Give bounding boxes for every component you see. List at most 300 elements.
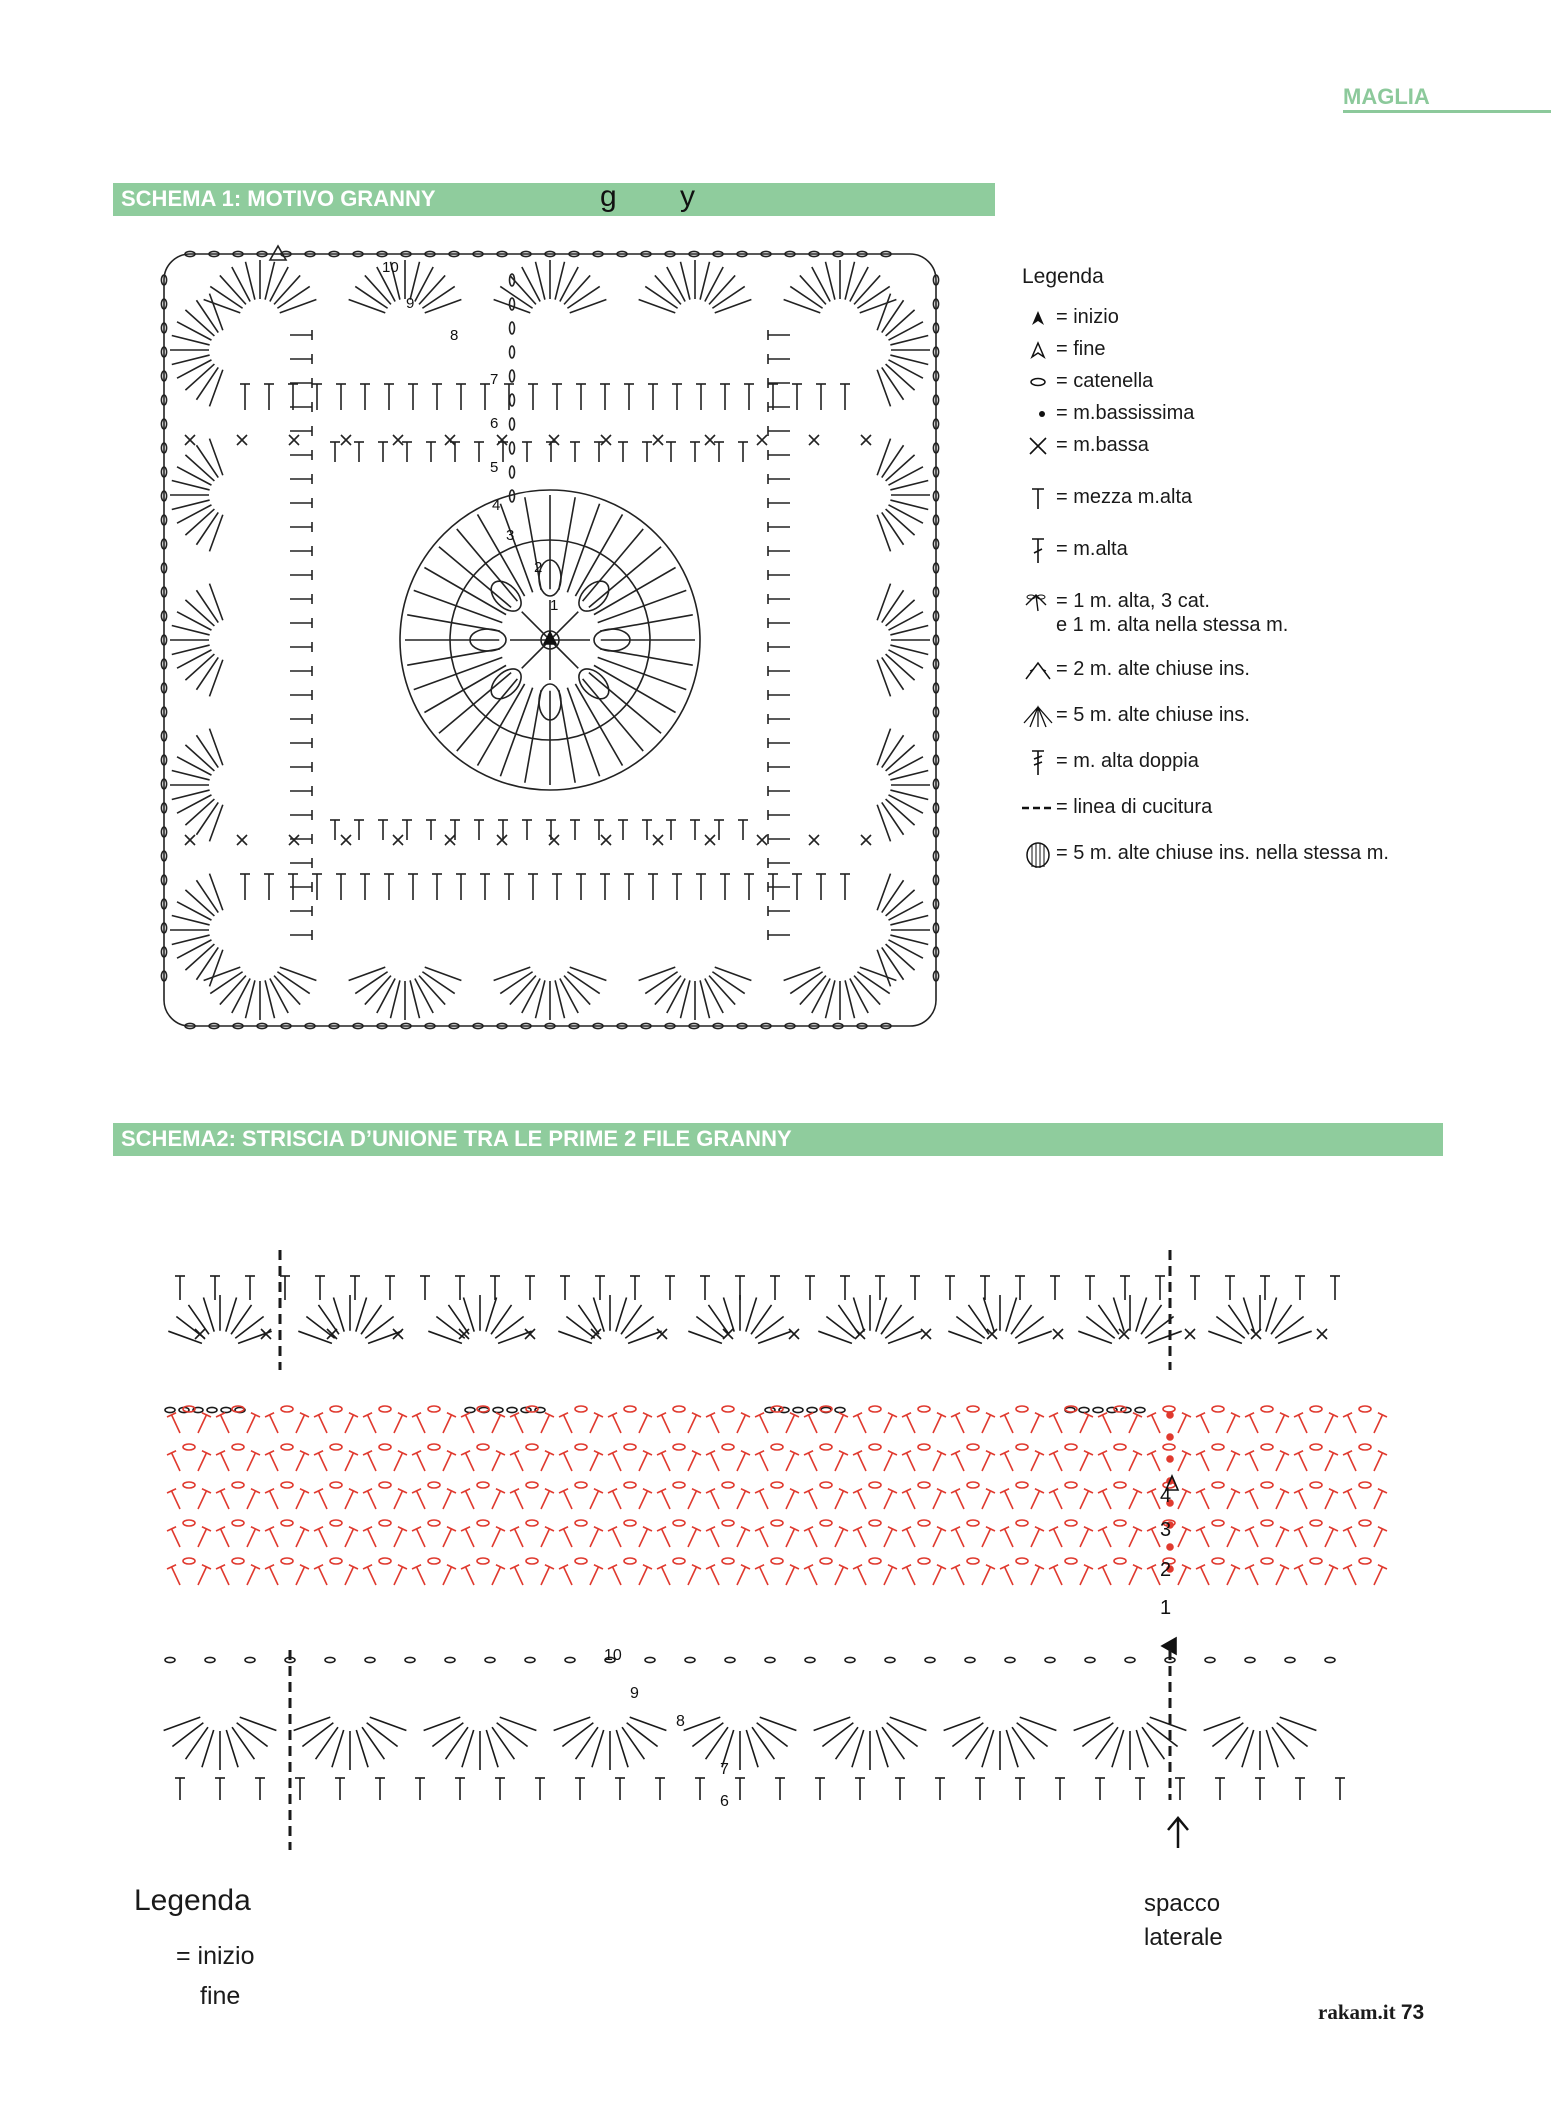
dc-stitch xyxy=(907,1567,915,1585)
sc-stitch xyxy=(525,1329,535,1339)
dc-stitch xyxy=(319,1529,327,1547)
fan-stitch xyxy=(209,584,222,621)
chain-stitch xyxy=(365,1657,375,1662)
fan-stitch xyxy=(424,568,506,615)
lower-round-number-10: 10 xyxy=(604,1647,622,1664)
legend-item-label: = linea di cucitura xyxy=(1056,796,1213,818)
fan-stitch xyxy=(486,1730,498,1767)
chain-stitch-red xyxy=(330,1558,342,1564)
chain-stitch-red xyxy=(281,1482,293,1488)
fan-stitch xyxy=(886,890,915,916)
chain-stitch-red xyxy=(918,1482,930,1488)
dc-stitch xyxy=(1325,1567,1333,1585)
dc-stitch xyxy=(711,1453,719,1471)
dc-stitch xyxy=(417,1453,425,1471)
fan-stitch xyxy=(886,944,915,970)
fan-stitch xyxy=(882,880,904,912)
legend-item xyxy=(1022,337,1502,363)
chain-stitch-red xyxy=(869,1520,881,1526)
fan-stitch xyxy=(857,286,889,308)
dc-stitch xyxy=(1250,1415,1258,1433)
chain-stitch-red xyxy=(1016,1558,1028,1564)
fan-stitch xyxy=(1012,1727,1034,1759)
dc-stitch xyxy=(247,1529,255,1547)
chain-stitch-red xyxy=(1261,1444,1273,1450)
dc-stitch xyxy=(1054,1453,1062,1471)
schema2-title-bar: SCHEMA2: STRISCIA D’UNIONE TRA LE PRIME 2 FILE GRANNY xyxy=(113,1123,1443,1156)
fan-stitch xyxy=(1098,1305,1119,1334)
fan-stitch xyxy=(616,1298,627,1332)
fan-stitch xyxy=(185,654,214,680)
legend-schema2-end: fine xyxy=(200,1982,241,2010)
dc-stitch xyxy=(884,1491,892,1509)
chain-stitch-red xyxy=(1212,1520,1224,1526)
chain-stitch-red xyxy=(428,1444,440,1450)
dc-stitch xyxy=(1103,1453,1111,1471)
chain-stitch-red xyxy=(477,1482,489,1488)
fan-stitch xyxy=(882,947,904,979)
dc-stitch xyxy=(1374,1415,1382,1433)
dc-stitch xyxy=(1227,1567,1235,1585)
chain-stitch-red xyxy=(722,1406,734,1412)
dc-stitch xyxy=(319,1567,327,1585)
dc-stitch xyxy=(809,1491,817,1509)
chain-stitch-red xyxy=(820,1482,832,1488)
fan-stitch xyxy=(202,1730,214,1767)
sc-stitch xyxy=(601,835,611,845)
round-number-7: 7 xyxy=(490,371,499,388)
chain-stitch xyxy=(1093,1407,1103,1412)
fan-stitch xyxy=(857,972,889,994)
sc-stitch xyxy=(1251,1329,1261,1339)
dc-stitch xyxy=(515,1567,523,1585)
dc-stitch xyxy=(835,1453,843,1471)
fan-stitch xyxy=(853,1298,864,1332)
fan-stitch xyxy=(882,300,904,332)
dc-stitch xyxy=(198,1453,206,1471)
chain-stitch-red xyxy=(330,1520,342,1526)
dc-stitch xyxy=(1152,1567,1160,1585)
dc-stitch xyxy=(1129,1453,1137,1471)
slip-stitch-red xyxy=(1167,1434,1173,1440)
dc-stitch xyxy=(858,1491,866,1509)
dc-stitch xyxy=(613,1567,621,1585)
dc-stitch xyxy=(982,1415,990,1433)
dc-stitch xyxy=(541,1415,549,1433)
sc-stitch xyxy=(341,435,351,445)
sc-stitch xyxy=(549,435,559,445)
fan-stitch xyxy=(1136,1298,1147,1332)
dc-stitch xyxy=(1201,1453,1209,1471)
dc-stitch xyxy=(492,1567,500,1585)
chain-stitch xyxy=(1079,1407,1089,1412)
chain-stitch xyxy=(765,1657,775,1662)
cross-icon xyxy=(1022,433,1056,459)
dc-stitch xyxy=(221,1529,229,1547)
fan-stitch xyxy=(715,967,752,980)
dc-stitch xyxy=(1178,1415,1186,1433)
fan-stitch xyxy=(209,805,222,842)
dc-stitch xyxy=(270,1529,278,1547)
round-number-5: 5 xyxy=(490,459,499,476)
dc-stitch xyxy=(1227,1453,1235,1471)
fan-stitch xyxy=(1096,1727,1118,1759)
fan-stitch xyxy=(882,512,904,544)
dc-stitch xyxy=(1005,1529,1013,1547)
dc-stitch xyxy=(368,1491,376,1509)
dc-stitch xyxy=(270,1567,278,1585)
dc-stitch xyxy=(296,1491,304,1509)
dc-stitch xyxy=(221,1453,229,1471)
chain-stitch xyxy=(207,1407,217,1412)
chain-stitch-red xyxy=(1016,1482,1028,1488)
dc-stitch xyxy=(296,1415,304,1433)
strip-round-number-2: 2 xyxy=(1160,1559,1172,1581)
chain-stitch-red xyxy=(1359,1520,1371,1526)
chain-stitch xyxy=(205,1657,215,1662)
bobble-stitch xyxy=(486,576,527,617)
dc-stitch xyxy=(172,1567,180,1585)
dc-stitch xyxy=(198,1491,206,1509)
dc-stitch xyxy=(1276,1415,1284,1433)
dc-stitch xyxy=(662,1453,670,1471)
dc-stitch xyxy=(1054,1491,1062,1509)
chain-stitch xyxy=(485,1657,495,1662)
chain-stitch-red xyxy=(526,1482,538,1488)
sc-stitch xyxy=(723,1329,733,1339)
dc-stitch xyxy=(541,1567,549,1585)
dc-stitch xyxy=(786,1491,794,1509)
fan-stitch xyxy=(355,972,387,994)
fan-stitch xyxy=(457,679,518,751)
dc-stitch xyxy=(198,1567,206,1585)
dc-stitch xyxy=(172,1453,180,1471)
chain-stitch-red xyxy=(624,1444,636,1450)
sc-stitch xyxy=(855,1329,865,1339)
fan-stitch xyxy=(277,286,309,308)
fan-stitch xyxy=(886,600,915,626)
fan-stitch xyxy=(355,286,387,308)
sc-stitch xyxy=(185,835,195,845)
fan-stitch xyxy=(333,1298,344,1332)
fan-stitch xyxy=(752,1727,774,1759)
chain-stitch xyxy=(725,1657,735,1662)
fan-stitch xyxy=(836,1727,858,1759)
dc-stitch xyxy=(662,1491,670,1509)
chain-stitch-red xyxy=(673,1482,685,1488)
chain-oval-icon xyxy=(1022,369,1056,395)
sc-stitch xyxy=(1185,1329,1195,1339)
dc-stitch xyxy=(809,1415,817,1433)
sc-stitch xyxy=(497,435,507,445)
dc-stitch xyxy=(933,1567,941,1585)
fan-stitch xyxy=(500,286,532,308)
sc-stitch xyxy=(1317,1329,1327,1339)
sc-stitch xyxy=(921,1329,931,1339)
arrow-up-icon xyxy=(1168,1818,1188,1848)
two-dc-together-icon xyxy=(1022,657,1056,683)
fan-stitch xyxy=(185,890,214,916)
dc-stitch xyxy=(1276,1567,1284,1585)
fan-stitch xyxy=(196,512,218,544)
fan-stitch xyxy=(1113,1298,1124,1332)
dc-stitch xyxy=(809,1567,817,1585)
chain-stitch-red xyxy=(1359,1406,1371,1412)
fan-stitch xyxy=(209,874,222,911)
chain-stitch-red xyxy=(722,1520,734,1526)
fan-stitch xyxy=(860,299,897,312)
dc-stitch xyxy=(884,1415,892,1433)
fan-stitch xyxy=(876,1730,888,1767)
dc-stitch xyxy=(688,1453,696,1471)
dc-stitch xyxy=(956,1415,964,1433)
dc-stitch xyxy=(956,1567,964,1585)
dc-stitch xyxy=(1005,1415,1013,1433)
dc-stitch xyxy=(247,1453,255,1471)
dc-stitch xyxy=(884,1529,892,1547)
fan-stitch xyxy=(576,1727,598,1759)
dc-stitch xyxy=(466,1491,474,1509)
sc-stitch xyxy=(185,435,195,445)
dc-stitch xyxy=(1374,1491,1382,1509)
legend-item-label: = m. alta doppia xyxy=(1056,750,1199,772)
legend-item-label: = mezza m.alta xyxy=(1056,486,1193,508)
chain-stitch-red xyxy=(967,1520,979,1526)
chain-stitch xyxy=(565,1657,575,1662)
fan-stitch xyxy=(877,660,890,697)
dc-stitch xyxy=(417,1529,425,1547)
chain-stitch xyxy=(525,1657,535,1662)
site-name: rakam.it xyxy=(1318,2000,1396,2024)
dc-stitch xyxy=(662,1567,670,1585)
fan-stitch xyxy=(982,1730,994,1767)
dc-stitch xyxy=(443,1415,451,1433)
dc-stitch xyxy=(466,1453,474,1471)
dc-stitch xyxy=(1299,1567,1307,1585)
dc-stitch xyxy=(933,1491,941,1509)
dc-stitch xyxy=(688,1529,696,1547)
dc-stitch xyxy=(515,1415,523,1433)
fan-stitch xyxy=(784,967,821,980)
legend-item xyxy=(1022,795,1502,821)
dc-stitch xyxy=(1080,1415,1088,1433)
fan-stitch xyxy=(462,1730,474,1767)
chain-stitch-red xyxy=(673,1406,685,1412)
chain-stitch xyxy=(885,1657,895,1662)
fan-stitch xyxy=(424,665,506,712)
sc-stitch xyxy=(653,835,663,845)
sc-stitch xyxy=(789,1329,799,1339)
sc-stitch xyxy=(341,835,351,845)
dc-stitch xyxy=(1129,1415,1137,1433)
chain-stitch-red xyxy=(1212,1444,1224,1450)
chain-stitch xyxy=(510,394,515,406)
chain-stitch-red xyxy=(722,1558,734,1564)
dc-stitch xyxy=(590,1491,598,1509)
dc-stitch xyxy=(737,1491,745,1509)
fan-stitch xyxy=(185,600,214,626)
dc-stitch xyxy=(417,1415,425,1433)
fan-stitch xyxy=(349,299,386,312)
legend-item-label: = m.bassa xyxy=(1056,434,1149,456)
fan-stitch xyxy=(790,972,822,994)
dc-stitch xyxy=(247,1567,255,1585)
fan-stitch xyxy=(185,509,214,535)
chain-stitch-red xyxy=(771,1444,783,1450)
dc-stitch xyxy=(1054,1567,1062,1585)
fan-stitch xyxy=(622,1727,644,1759)
chain-stitch-red xyxy=(575,1444,587,1450)
dc-stitch xyxy=(466,1529,474,1547)
dc-stitch xyxy=(1201,1529,1209,1547)
side-gap-label: spacco laterale xyxy=(1144,1890,1223,1951)
fan-stitch xyxy=(349,967,386,980)
dc-stitch xyxy=(1250,1567,1258,1585)
dc-stitch xyxy=(319,1453,327,1471)
chain-stitch-red xyxy=(232,1482,244,1488)
fan-stitch xyxy=(639,299,676,312)
chain-stitch-red xyxy=(1065,1558,1077,1564)
dc-stitch xyxy=(541,1453,549,1471)
dc-stitch xyxy=(1250,1491,1258,1509)
dc-stitch xyxy=(835,1415,843,1433)
dc-stitch xyxy=(1031,1567,1039,1585)
chain-stitch-red xyxy=(1212,1406,1224,1412)
chain-stitch-red xyxy=(918,1444,930,1450)
sc-stitch xyxy=(653,435,663,445)
chain-stitch xyxy=(510,322,515,334)
fan-stitch xyxy=(877,370,890,407)
fan-stitch xyxy=(510,976,536,1005)
legend-item-label: = fine xyxy=(1056,338,1106,360)
chain-stitch-red xyxy=(771,1558,783,1564)
dc-stitch xyxy=(394,1453,402,1471)
schema1-title-bar: SCHEMA 1: MOTIVO GRANNY xyxy=(113,183,995,216)
dc-stitch xyxy=(1276,1529,1284,1547)
dc-stitch xyxy=(711,1415,719,1433)
dc-stitch xyxy=(1152,1453,1160,1471)
dc-stitch xyxy=(907,1453,915,1471)
chain-stitch xyxy=(510,466,515,478)
chain-stitch-red xyxy=(526,1444,538,1450)
sc-stitch xyxy=(289,835,299,845)
fan-stitch xyxy=(209,660,222,697)
dc-stitch xyxy=(711,1491,719,1509)
fan-stitch xyxy=(594,665,676,712)
round-number-9: 9 xyxy=(406,295,415,312)
chain-stitch xyxy=(507,1407,517,1412)
legend-item-label: = catenella xyxy=(1056,370,1154,392)
fan-stitch xyxy=(655,275,681,304)
chain-stitch-red xyxy=(379,1482,391,1488)
fan-stitch xyxy=(203,1298,214,1332)
dc-stitch xyxy=(737,1529,745,1547)
dc-stitch xyxy=(345,1415,353,1433)
dc-stitch xyxy=(933,1453,941,1471)
chain-stitch-red xyxy=(1163,1444,1175,1450)
chain-stitch-red xyxy=(673,1520,685,1526)
chain-stitch-red xyxy=(918,1406,930,1412)
dc-stitch xyxy=(1054,1529,1062,1547)
chain-stitch xyxy=(965,1657,975,1662)
fan-stitch xyxy=(712,286,744,308)
chain-stitch-red xyxy=(1065,1482,1077,1488)
chain-stitch-red xyxy=(330,1406,342,1412)
fan-stitch xyxy=(478,684,525,766)
chain-stitch xyxy=(245,1657,255,1662)
chain-stitch-red xyxy=(428,1558,440,1564)
fan-stitch xyxy=(1112,1730,1124,1767)
dc-stitch xyxy=(394,1567,402,1585)
round-number-10: 10 xyxy=(382,259,399,276)
chain-stitch xyxy=(510,274,515,286)
fan-stitch xyxy=(882,657,904,689)
fan-stitch xyxy=(185,745,214,771)
fan-stitch xyxy=(706,1727,728,1759)
dc-stitch xyxy=(639,1567,647,1585)
chain-stitch-red xyxy=(428,1482,440,1488)
dc-stitch xyxy=(786,1415,794,1433)
dc-stitch xyxy=(368,1529,376,1547)
round-number-2: 2 xyxy=(534,559,543,576)
dc-stitch xyxy=(1325,1415,1333,1433)
fan-stitch xyxy=(448,1305,469,1334)
chain-stitch-red xyxy=(1310,1558,1322,1564)
chain-stitch-red xyxy=(1114,1520,1126,1526)
dc-stitch xyxy=(1178,1491,1186,1509)
fan-stitch xyxy=(877,805,890,842)
fan-stitch xyxy=(209,294,222,331)
chain-stitch-red xyxy=(1065,1520,1077,1526)
lower-round-number-9: 9 xyxy=(630,1685,639,1702)
fan-stitch xyxy=(186,1727,208,1759)
fan-stitch xyxy=(209,729,222,766)
sc-stitch xyxy=(393,835,403,845)
sc-stitch xyxy=(809,435,819,445)
legend-item-label: = 1 m. alta, 3 cat. e 1 m. alta nella stessa m. xyxy=(1056,590,1289,636)
dc-stitch xyxy=(515,1453,523,1471)
dc-stitch xyxy=(1031,1415,1039,1433)
fan-stitch xyxy=(746,1730,758,1767)
dc-stitch xyxy=(688,1415,696,1433)
dc-stitch xyxy=(858,1529,866,1547)
dc-stitch xyxy=(443,1529,451,1547)
chain-stitch-red xyxy=(869,1482,881,1488)
fan-stitch xyxy=(210,972,242,994)
chain-stitch-red xyxy=(1310,1482,1322,1488)
ghost-letter-g: g xyxy=(600,180,617,213)
fan-stitch xyxy=(886,654,915,680)
fan-stitch xyxy=(1136,1730,1148,1767)
dc-stitch xyxy=(1103,1415,1111,1433)
fan-stitch xyxy=(639,967,676,980)
sc-stitch xyxy=(195,1329,205,1339)
chain-stitch-red xyxy=(428,1406,440,1412)
sc-stitch xyxy=(705,435,715,445)
dc-stitch xyxy=(639,1415,647,1433)
chain-stitch-red xyxy=(869,1558,881,1564)
dc-stitch xyxy=(1005,1567,1013,1585)
dc-stitch xyxy=(1201,1415,1209,1433)
dc-stitch xyxy=(492,1491,500,1509)
fan-stitch xyxy=(277,972,309,994)
fan-stitch xyxy=(356,1298,367,1332)
fan-stitch xyxy=(491,1305,512,1334)
chain-stitch-red xyxy=(379,1444,391,1450)
fan-stitch xyxy=(882,590,904,622)
fan-stitch xyxy=(1141,1305,1162,1334)
fan-stitch xyxy=(463,1298,474,1332)
